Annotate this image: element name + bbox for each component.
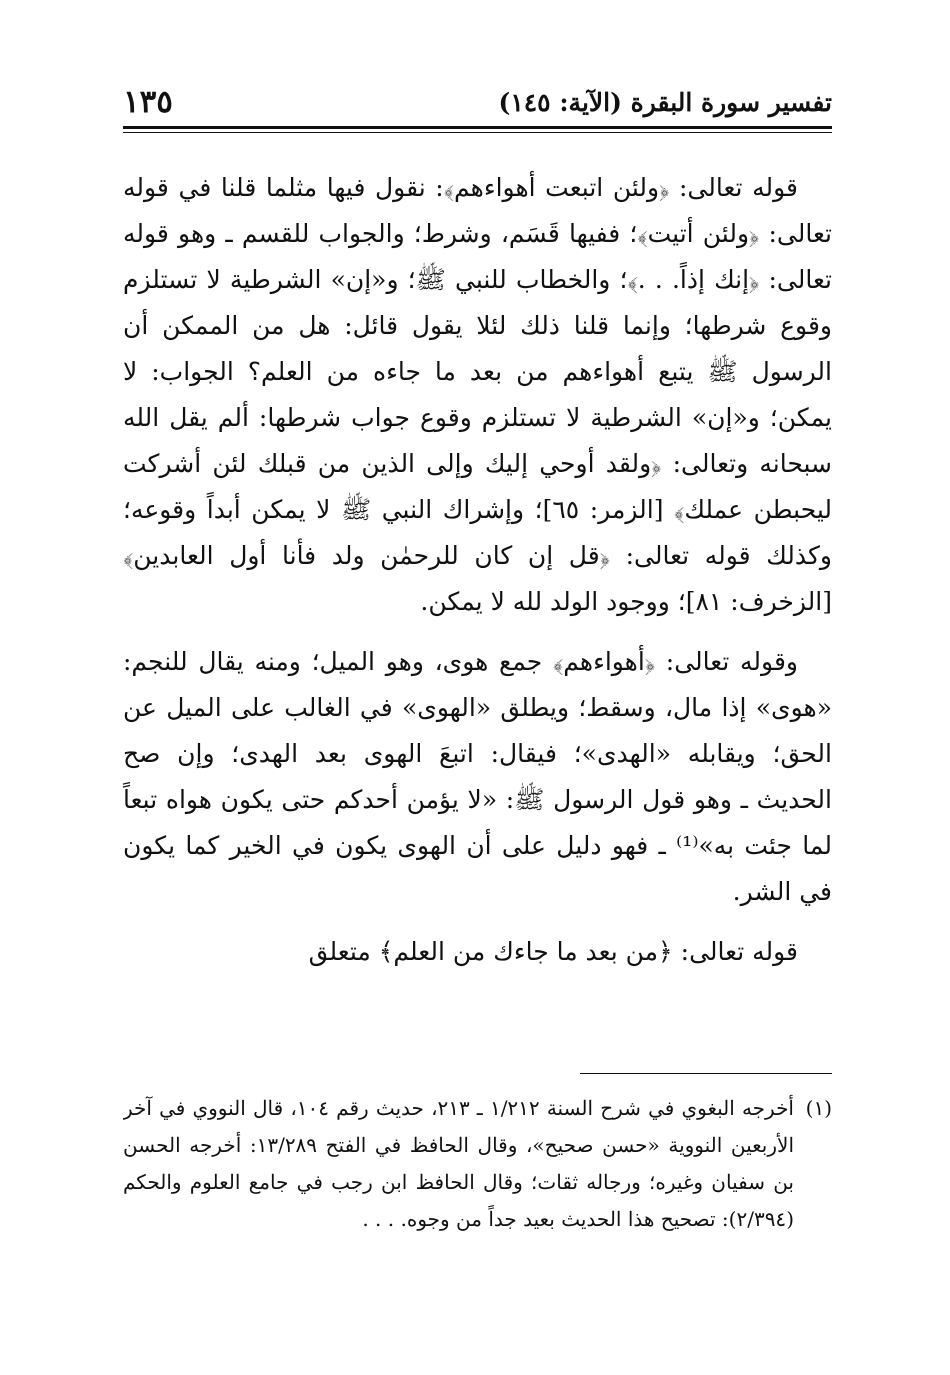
paragraph-2: وقوله تعالى: ﴿أهواءهم﴾ جمع هوى، وهو الميل؛ ومنه يقال للنجم: «هوى» إذا مال، وسقط؛ ويطلق «الهوى» في الغالب على الميل عن الحق؛ ويقابله «الهدى»؛ فيقال: اتبعَ الهوى بعد الهدى؛ وإن صح الحديث ـ وهو قول الرسول ﷺ: «لا يؤمن أحدكم حتى يكون هواه تبعاً لما جئت به»⁽¹⁾ ـ فهو دليل على أن الهوى يكون في الخير كما يكون في الشر. — [123, 647, 832, 906]
main-text — [123, 165, 832, 975]
page-header — [123, 86, 832, 122]
footnote — [123, 1090, 832, 1238]
footnote-separator — [580, 1073, 832, 1074]
paragraph-1: قوله تعالى: ﴿ولئن اتبعت أهواءهم﴾: نقول فيها مثلما قلنا في قوله تعالى: ﴿ولئن أتيت﴾؛ ففيها قَسَم، وشرط؛ والجواب للقسم ـ وهو قوله تعالى: ﴿إنك إذاً. . .﴾؛ والخطاب للنبي ﷺ؛ و«إن» الشرطية لا تستلزم وقوع شرطها؛ وإنما قلنا ذلك لئلا يقول قائل: هل من الممكن أن الرسول ﷺ يتبع أهواءهم من بعد ما جاءه من العلم؟ الجواب: لا يمكن؛ و«إن» الشرطية لا تستلزم وقوع جواب شرطها: ألم يقل الله سبحانه وتعالى: ﴿ولقد أوحي إليك وإلى الذين من قبلك لئن أشركت ليحبطن عملك﴾ [الزمر: ٦٥]؛ وإشراك النبي ﷺ لا يمكن أبداً وقوعه؛ وكذلك قوله تعالى: ﴿قل إن كان للرحمٰن ولد فأنا أول العابدين﴾ [الزخرف: ٨١]؛ ووجود الولد لله لا يمكن. — [123, 173, 832, 616]
page-number: ١٣٥ — [123, 84, 173, 120]
header-rule-thick — [123, 126, 832, 129]
running-title: تفسير سورة البقرة (الآية: ١٤٥) — [498, 88, 832, 117]
footnote-number: (١) — [805, 1096, 832, 1120]
header-rule-thin — [123, 132, 832, 133]
footnote-text: أخرجه البغوي في شرح السنة ١/٢١٢ ـ ٢١٣، حديث رقم ١٠٤، قال النووي في آخر الأربعين النووية «حسن صحيح»، وقال الحافظ في الفتح ١٣/٢٨٩: أخرجه الحسن بن سفيان وغيره؛ ورجاله ثقات؛ وقال الحافظ ابن رجب في جامع العلوم والحكم (٢/٣٩٤): تصحيح هذا الحديث بعيد جداً من وجوه. . . . — [123, 1096, 794, 1231]
paragraph-3: قوله تعالى: ﴿من بعد ما جاءك من العلم﴾ متعلق — [308, 937, 798, 966]
